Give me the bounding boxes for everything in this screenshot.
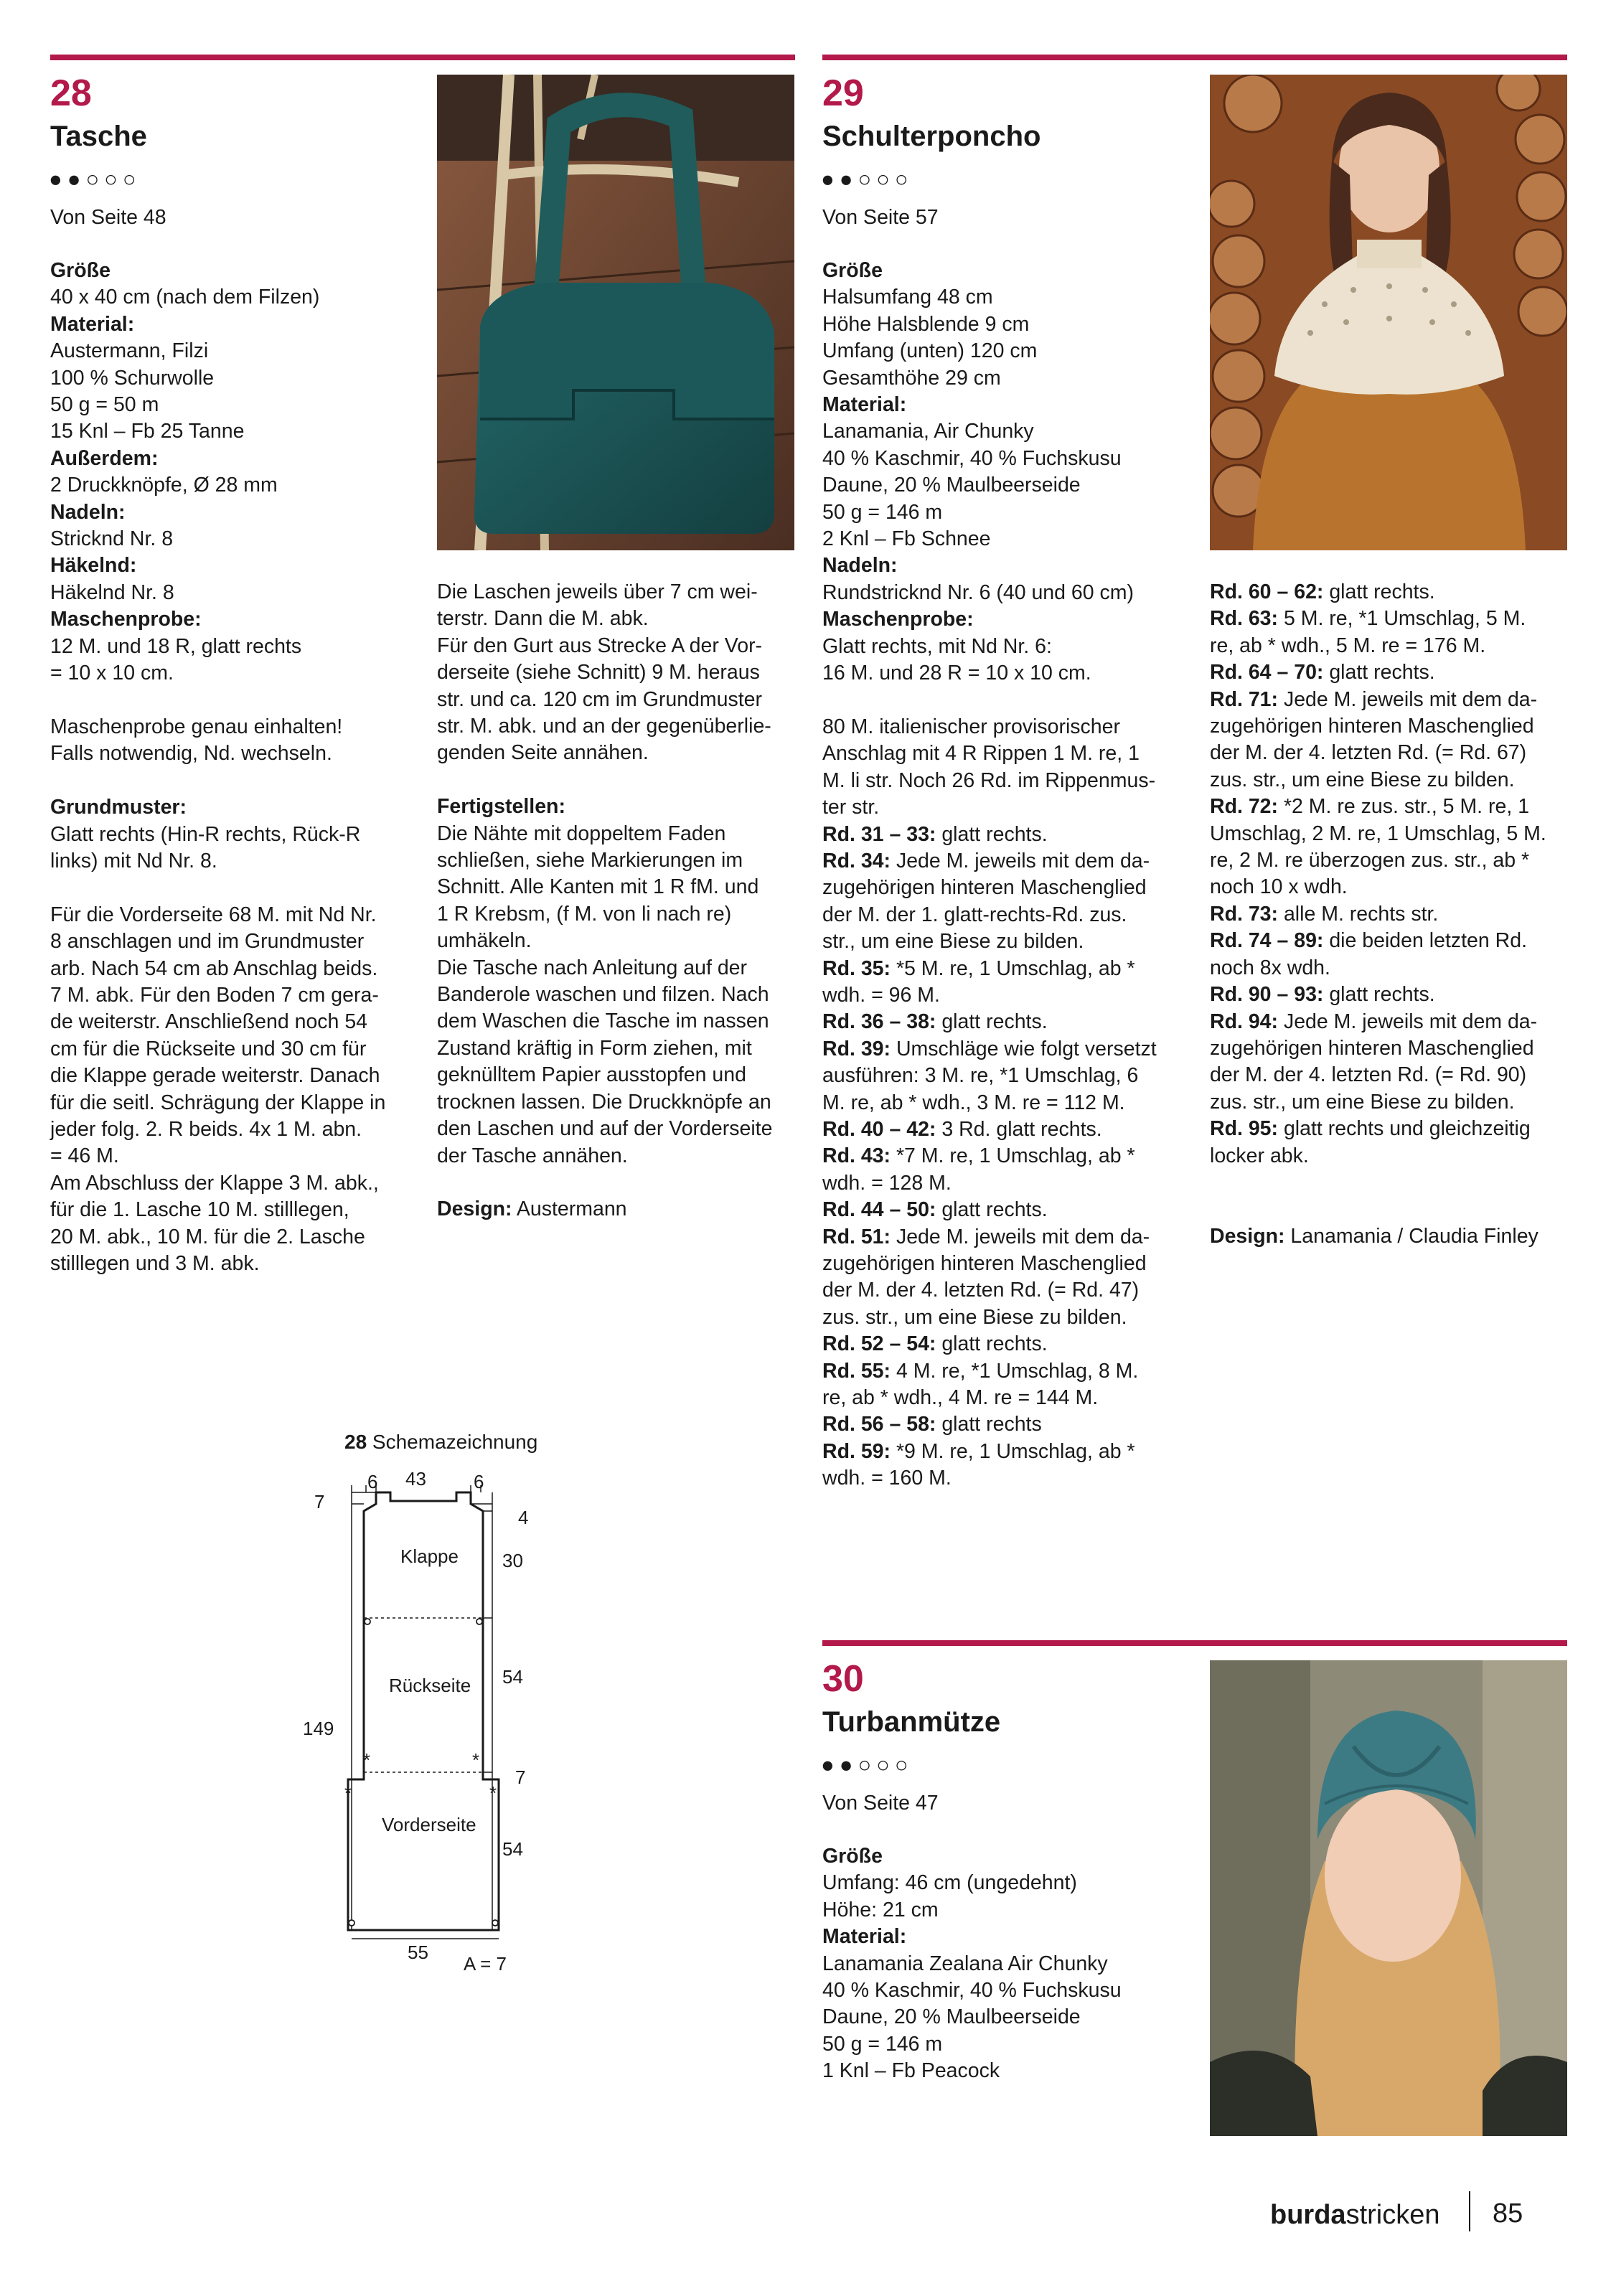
instructions-column: [822, 1843, 1195, 2085]
text-line: zugehörigen hinteren Maschenglied: [822, 876, 1147, 900]
text-line: genden Seite annähen.: [437, 741, 649, 765]
blank-line: [50, 687, 423, 714]
text-line: Design: Lanamania / Claudia Finley: [1210, 1224, 1539, 1248]
seam-mark: *: [489, 1782, 497, 1804]
bold-run: Rd. 90 – 93:: [1210, 983, 1324, 1007]
hat-photo: [1210, 1660, 1567, 2136]
text-line: Rd. 43: *7 M. re, 1 Umschlag, ab *: [822, 1144, 1135, 1168]
text-line: Rd. 40 – 42: 3 Rd. glatt rechts.: [822, 1117, 1102, 1141]
text-line: Rd. 94: Jede M. jeweils mit dem da-: [1210, 1010, 1538, 1033]
text-line: Daune, 20 % Maulbeerseide: [822, 2005, 1081, 2029]
bold-run: Größe: [822, 1845, 883, 1868]
diagram-caption: [344, 1432, 537, 1452]
text-line: zus. str., um eine Biese zu bilden.: [1210, 1090, 1515, 1114]
footer-divider: [1469, 2191, 1470, 2231]
text-line: [822, 1843, 1195, 1870]
dim-strap: A = 7: [464, 1953, 507, 1975]
text-line: Glatt rechts (Hin-R rechts, Rück-R: [50, 822, 361, 846]
text-line: 100 % Schurwolle: [50, 366, 215, 390]
instructions-column: [50, 258, 423, 1277]
from-page-ref: Von Seite 48: [50, 206, 166, 229]
dim-top-mid: 43: [405, 1468, 426, 1490]
text-line: Umfang: 46 cm (ungedehnt): [822, 1871, 1077, 1895]
text-line: stilllegen und 3 M. abk.: [50, 1251, 260, 1275]
bold-run: Rd. 34:: [822, 849, 891, 872]
text-line: [822, 258, 1195, 284]
bold-run: Rd. 63:: [1210, 607, 1279, 631]
dim-slope: 4: [518, 1507, 529, 1528]
pattern-number: 28: [50, 72, 92, 114]
blank-line: [437, 1170, 796, 1196]
bold-run: Rd. 36 – 38:: [822, 1010, 936, 1034]
text-line: [50, 606, 423, 633]
text-line: Glatt rechts, mit Nd Nr. 6:: [822, 634, 1052, 658]
text-line: Austermann, Filzi: [50, 339, 209, 363]
text-line: re, 2 M. re überzogen zus. str., ab *: [1210, 849, 1530, 872]
text-line: Falls notwendig, Nd. wechseln.: [50, 742, 332, 766]
schematic-diagram: [294, 1464, 531, 1980]
bold-run: Nadeln:: [822, 554, 898, 578]
text-line: Maschenprobe genau einhalten!: [50, 715, 343, 738]
instructions-column: [1210, 579, 1569, 1250]
difficulty-rating: ●●○○○: [49, 166, 141, 192]
text-line: links) mit Nd Nr. 8.: [50, 849, 217, 872]
bold-run: Rd. 35:: [822, 956, 891, 980]
text-line: Lanamania, Air Chunky: [822, 420, 1034, 443]
blank-line: [50, 875, 423, 901]
text-line: M. li str. Noch 26 Rd. im Rippenmus-: [822, 768, 1156, 792]
text-line: Rd. 34: Jede M. jeweils mit dem da-: [822, 849, 1150, 872]
dim-back-height: 54: [502, 1666, 523, 1688]
text-line: wdh. = 160 M.: [822, 1467, 952, 1490]
bold-run: Rd. 60 – 62:: [1210, 580, 1324, 603]
bold-run: Rd. 39:: [822, 1037, 891, 1060]
text-line: [822, 606, 1195, 633]
text-line: Gesamthöhe 29 cm: [822, 366, 1001, 390]
text-line: [822, 1924, 1195, 1950]
text-line: Rd. 72: *2 M. re zus. str., 5 M. re, 1: [1210, 795, 1530, 819]
dim-tab: 7: [314, 1491, 325, 1512]
difficulty-rating: ●●○○○: [821, 1752, 913, 1777]
difficulty-rating: ●●○○○: [821, 166, 913, 192]
text-line: de weiterstr. Anschließend noch 54: [50, 1010, 368, 1034]
text-line: wdh. = 128 M.: [822, 1171, 952, 1195]
text-line: den Laschen und auf der Vorderseite: [437, 1117, 773, 1141]
bold-run: Rd. 94:: [1210, 1010, 1279, 1033]
text-line: 16 M. und 28 R = 10 x 10 cm.: [822, 662, 1091, 685]
brand-logo: [1270, 2201, 1439, 2229]
text-line: Banderole waschen und filzen. Nach: [437, 983, 769, 1007]
text-line: Umschlag, 2 M. re, 1 Umschlag, 5 M.: [1210, 822, 1546, 845]
text-line: schließen, siehe Markierungen im: [437, 849, 743, 872]
text-line: Rd. 63: 5 M. re, *1 Umschlag, 5 M.: [1210, 607, 1526, 631]
text-line: 40 % Kaschmir, 40 % Fuchskusu: [822, 446, 1122, 470]
text-line: 1 R Krebsm, (f M. von li nach re): [437, 902, 732, 926]
text-line: [50, 446, 423, 472]
diagram-title: Schemazeichnung: [367, 1431, 538, 1453]
text-line: Die Tasche nach Anleitung auf der: [437, 956, 748, 979]
text-line: [50, 794, 423, 821]
text-line: 50 g = 146 m: [822, 2032, 943, 2056]
text-line: Anschlag mit 4 R Rippen 1 M. re, 1: [822, 742, 1140, 766]
pattern-title: Schulterponcho: [822, 121, 1041, 152]
text-line: re, ab * wdh., 4 M. re = 144 M.: [822, 1386, 1099, 1410]
text-line: trocknen lassen. Die Druckknöpfe an: [437, 1090, 771, 1114]
bold-run: Häkelnd:: [50, 554, 137, 578]
text-line: Rd. 44 – 50: glatt rechts.: [822, 1198, 1048, 1222]
instructions-column: [822, 258, 1195, 1492]
text-line: der M. der 4. letzten Rd. (= Rd. 90): [1210, 1063, 1527, 1087]
brand-rest: stricken: [1345, 2200, 1440, 2230]
text-line: Halsumfang 48 cm: [822, 286, 993, 309]
bold-run: Rd. 64 – 70:: [1210, 661, 1324, 684]
text-line: = 10 x 10 cm.: [50, 662, 174, 685]
text-line: Rd. 59: *9 M. re, 1 Umschlag, ab *: [822, 1439, 1135, 1463]
text-line: Rd. 64 – 70: glatt rechts.: [1210, 661, 1435, 684]
bold-run: Rd. 56 – 58:: [822, 1413, 936, 1436]
bag-photo: [437, 75, 794, 550]
bold-run: Rd. 95:: [1210, 1117, 1279, 1141]
text-line: cm für die Rückseite und 30 cm für: [50, 1037, 367, 1060]
pattern-title: Turbanmütze: [822, 1706, 1001, 1738]
text-line: [50, 311, 423, 338]
text-line: ter str.: [822, 796, 880, 819]
text-line: str., um eine Biese zu bilden.: [822, 930, 1084, 954]
text-line: 15 Knl – Fb 25 Tanne: [50, 420, 245, 443]
text-line: Rd. 51: Jede M. jeweils mit dem da-: [822, 1225, 1150, 1248]
text-line: 1 Knl – Fb Peacock: [822, 2059, 1000, 2083]
section-rule-30: [822, 1640, 1567, 1646]
text-line: 2 Knl – Fb Schnee: [822, 527, 991, 551]
dim-top-left: 6: [367, 1471, 378, 1492]
pattern-number: 30: [822, 1658, 864, 1700]
text-line: zugehörigen hinteren Maschenglied: [1210, 715, 1534, 738]
text-line: wdh. = 96 M.: [822, 983, 940, 1007]
section-flap: Klappe: [400, 1545, 459, 1567]
text-line: noch 8x wdh.: [1210, 956, 1330, 979]
text-line: Rd. 95: glatt rechts und gleichzeitig: [1210, 1117, 1531, 1141]
text-line: zugehörigen hinteren Maschenglied: [1210, 1036, 1534, 1060]
poncho-photo: [1210, 75, 1567, 550]
bold-run: Rd. 31 – 33:: [822, 822, 936, 846]
bold-run: Außerdem:: [50, 446, 159, 470]
text-line: arb. Nach 54 cm ab Anschlag beids.: [50, 956, 378, 980]
bold-run: Nadeln:: [50, 500, 126, 524]
bold-run: Rd. 74 – 89:: [1210, 929, 1324, 953]
from-page-ref: Von Seite 57: [822, 206, 939, 229]
diagram-number: 28: [344, 1431, 367, 1453]
text-line: 2 Druckknöpfe, Ø 28 mm: [50, 474, 278, 497]
bold-run: Rd. 43:: [822, 1144, 891, 1168]
text-line: [437, 794, 796, 820]
seam-mark: *: [472, 1749, 480, 1771]
text-line: locker abk.: [1210, 1144, 1309, 1167]
text-line: ausführen: 3 M. re, *1 Umschlag, 6: [822, 1064, 1139, 1088]
text-line: Höhe: 21 cm: [822, 1898, 939, 1921]
text-line: Rd. 31 – 33: glatt rechts.: [822, 822, 1048, 846]
bold-run: Material:: [822, 1925, 907, 1949]
text-line: Rd. 74 – 89: die beiden letzten Rd.: [1210, 929, 1528, 953]
text-line: 12 M. und 18 R, glatt rechts: [50, 634, 302, 658]
text-line: zus. str., um eine Biese zu bilden.: [1210, 768, 1515, 791]
text-line: der M. der 4. letzten Rd. (= Rd. 67): [1210, 741, 1527, 765]
bold-run: Rd. 55:: [822, 1359, 891, 1383]
section-rule-29: [822, 55, 1567, 60]
text-line: Daune, 20 % Maulbeerseide: [822, 474, 1081, 497]
brand-bold: burda: [1270, 2200, 1346, 2230]
text-line: re, ab * wdh., 5 M. re = 176 M.: [1210, 634, 1486, 657]
dim-bottom: 7: [515, 1766, 526, 1788]
text-line: die Klappe gerade weiterstr. Danach: [50, 1064, 380, 1088]
text-line: derseite (siehe Schnitt) 9 M. heraus: [437, 661, 760, 684]
text-line: M. re, ab * wdh., 3 M. re = 112 M.: [822, 1091, 1125, 1114]
text-line: geknülltem Papier ausstopfen und: [437, 1063, 746, 1087]
text-line: 40 % Kaschmir, 40 % Fuchskusu: [822, 1979, 1122, 2003]
text-line: [822, 392, 1195, 418]
text-line: Die Nähte mit doppeltem Faden: [437, 822, 726, 845]
text-line: umhäkeln.: [437, 929, 532, 953]
text-line: str. M. abk. und an der gegenüberlie-: [437, 715, 771, 738]
text-line: Rd. 60 – 62: glatt rechts.: [1210, 580, 1435, 603]
text-line: 7 M. abk. Für den Boden 7 cm gera-: [50, 983, 379, 1007]
bold-run: Rd. 40 – 42:: [822, 1117, 936, 1141]
text-line: [50, 258, 423, 284]
text-line: Für die Vorderseite 68 M. mit Nd Nr.: [50, 903, 377, 926]
text-line: jeder folg. 2. R beids. 4x 1 M. abn.: [50, 1117, 362, 1141]
from-page-ref: Von Seite 47: [822, 1792, 939, 1815]
text-line: Am Abschluss der Klappe 3 M. abk.,: [50, 1171, 379, 1195]
text-line: = 46 M.: [50, 1144, 119, 1168]
text-line: Umfang (unten) 120 cm: [822, 339, 1038, 363]
text-line: Design: Austermann: [437, 1198, 627, 1221]
section-front: Vorderseite: [382, 1814, 476, 1835]
text-line: zus. str., um eine Biese zu bilden.: [822, 1305, 1127, 1329]
text-line: 40 x 40 cm (nach dem Filzen): [50, 286, 320, 309]
bold-run: Rd. 52 – 54:: [822, 1332, 936, 1356]
text-line: Lanamania Zealana Air Chunky: [822, 1952, 1108, 1975]
text-line: terstr. Dann die M. abk.: [437, 607, 649, 631]
bold-run: Rd. 59:: [822, 1439, 891, 1463]
blank-line: [437, 767, 796, 794]
blank-line: [50, 768, 423, 794]
bold-run: Größe: [50, 259, 111, 282]
bold-run: Rd. 51:: [822, 1225, 891, 1248]
text-line: für die seitl. Schrägung der Klappe in: [50, 1091, 386, 1114]
text-line: Rd. 35: *5 M. re, 1 Umschlag, ab *: [822, 956, 1135, 980]
blank-line: [822, 687, 1195, 714]
pattern-title: Tasche: [50, 121, 147, 152]
text-line: 50 g = 146 m: [822, 500, 943, 524]
text-line: 20 M. abk., 10 M. für die 2. Lasche: [50, 1225, 365, 1248]
bold-run: Maschenprobe:: [822, 608, 974, 631]
dim-top-right: 6: [474, 1471, 484, 1492]
seam-mark: *: [344, 1782, 352, 1804]
text-line: noch 10 x wdh.: [1210, 875, 1348, 899]
bold-run: Größe: [822, 259, 883, 282]
text-line: für die 1. Lasche 10 M. stilllegen,: [50, 1198, 349, 1222]
text-line: [50, 552, 423, 579]
text-line: Rundstricknd Nr. 6 (40 und 60 cm): [822, 580, 1135, 604]
bold-run: Grundmuster:: [50, 796, 187, 819]
seam-mark: *: [363, 1749, 371, 1771]
dim-total-height: 149: [303, 1718, 334, 1739]
bold-run: Rd. 71:: [1210, 687, 1279, 711]
bold-run: Material:: [822, 393, 907, 417]
text-line: Rd. 52 – 54: glatt rechts.: [822, 1332, 1048, 1356]
text-line: Rd. 56 – 58: glatt rechts: [822, 1413, 1042, 1436]
text-line: der Tasche annähen.: [437, 1144, 628, 1167]
text-line: [822, 552, 1195, 579]
text-line: Rd. 39: Umschläge wie folgt versetzt: [822, 1037, 1157, 1060]
text-line: Zustand kräftig in Form ziehen, mit: [437, 1036, 752, 1060]
text-line: zugehörigen hinteren Maschenglied: [822, 1252, 1147, 1276]
blank-line: [1210, 1170, 1569, 1196]
text-line: der M. der 4. letzten Rd. (= Rd. 47): [822, 1279, 1140, 1302]
text-line: Rd. 55: 4 M. re, *1 Umschlag, 8 M.: [822, 1359, 1139, 1383]
text-line: der M. der 1. glatt-rechts-Rd. zus.: [822, 903, 1127, 926]
section-back: Rückseite: [389, 1675, 471, 1696]
dim-width: 55: [408, 1942, 428, 1963]
instructions-column: [437, 579, 796, 1223]
bold-run: Design:: [1210, 1224, 1285, 1248]
text-line: Rd. 71: Jede M. jeweils mit dem da-: [1210, 687, 1538, 711]
bold-run: Rd. 73:: [1210, 902, 1279, 926]
blank-line: [1210, 1196, 1569, 1223]
bold-run: Fertigstellen:: [437, 795, 565, 819]
text-line: Rd. 36 – 38: glatt rechts.: [822, 1010, 1048, 1034]
section-rule-28: [50, 55, 795, 60]
text-line: [50, 499, 423, 526]
text-line: 80 M. italienischer provisorischer: [822, 715, 1120, 738]
text-line: Häkelnd Nr. 8: [50, 580, 174, 604]
bold-run: Maschenprobe:: [50, 608, 202, 631]
text-line: Für den Gurt aus Strecke A der Vor-: [437, 634, 763, 657]
text-line: Schnitt. Alle Kanten mit 1 R fM. und: [437, 875, 759, 899]
pattern-number: 29: [822, 72, 864, 114]
dim-flap-height: 30: [502, 1550, 523, 1571]
text-line: 50 g = 50 m: [50, 393, 159, 417]
text-line: Die Laschen jeweils über 7 cm wei-: [437, 580, 758, 603]
bold-run: Material:: [50, 312, 135, 336]
text-line: Stricknd Nr. 8: [50, 527, 174, 551]
text-line: 8 anschlagen und im Grundmuster: [50, 930, 365, 954]
text-line: str. und ca. 120 cm im Grundmuster: [437, 687, 763, 711]
bold-run: Design:: [437, 1198, 512, 1221]
bold-run: Rd. 72:: [1210, 795, 1279, 819]
text-line: Rd. 73: alle M. rechts str.: [1210, 902, 1439, 926]
bold-run: Rd. 44 – 50:: [822, 1198, 936, 1222]
text-line: dem Waschen die Tasche im nassen: [437, 1010, 769, 1033]
page-number: 85: [1493, 2198, 1523, 2229]
text-line: Höhe Halsblende 9 cm: [822, 312, 1030, 336]
text-line: Rd. 90 – 93: glatt rechts.: [1210, 983, 1435, 1007]
dim-front-height: 54: [502, 1838, 523, 1860]
